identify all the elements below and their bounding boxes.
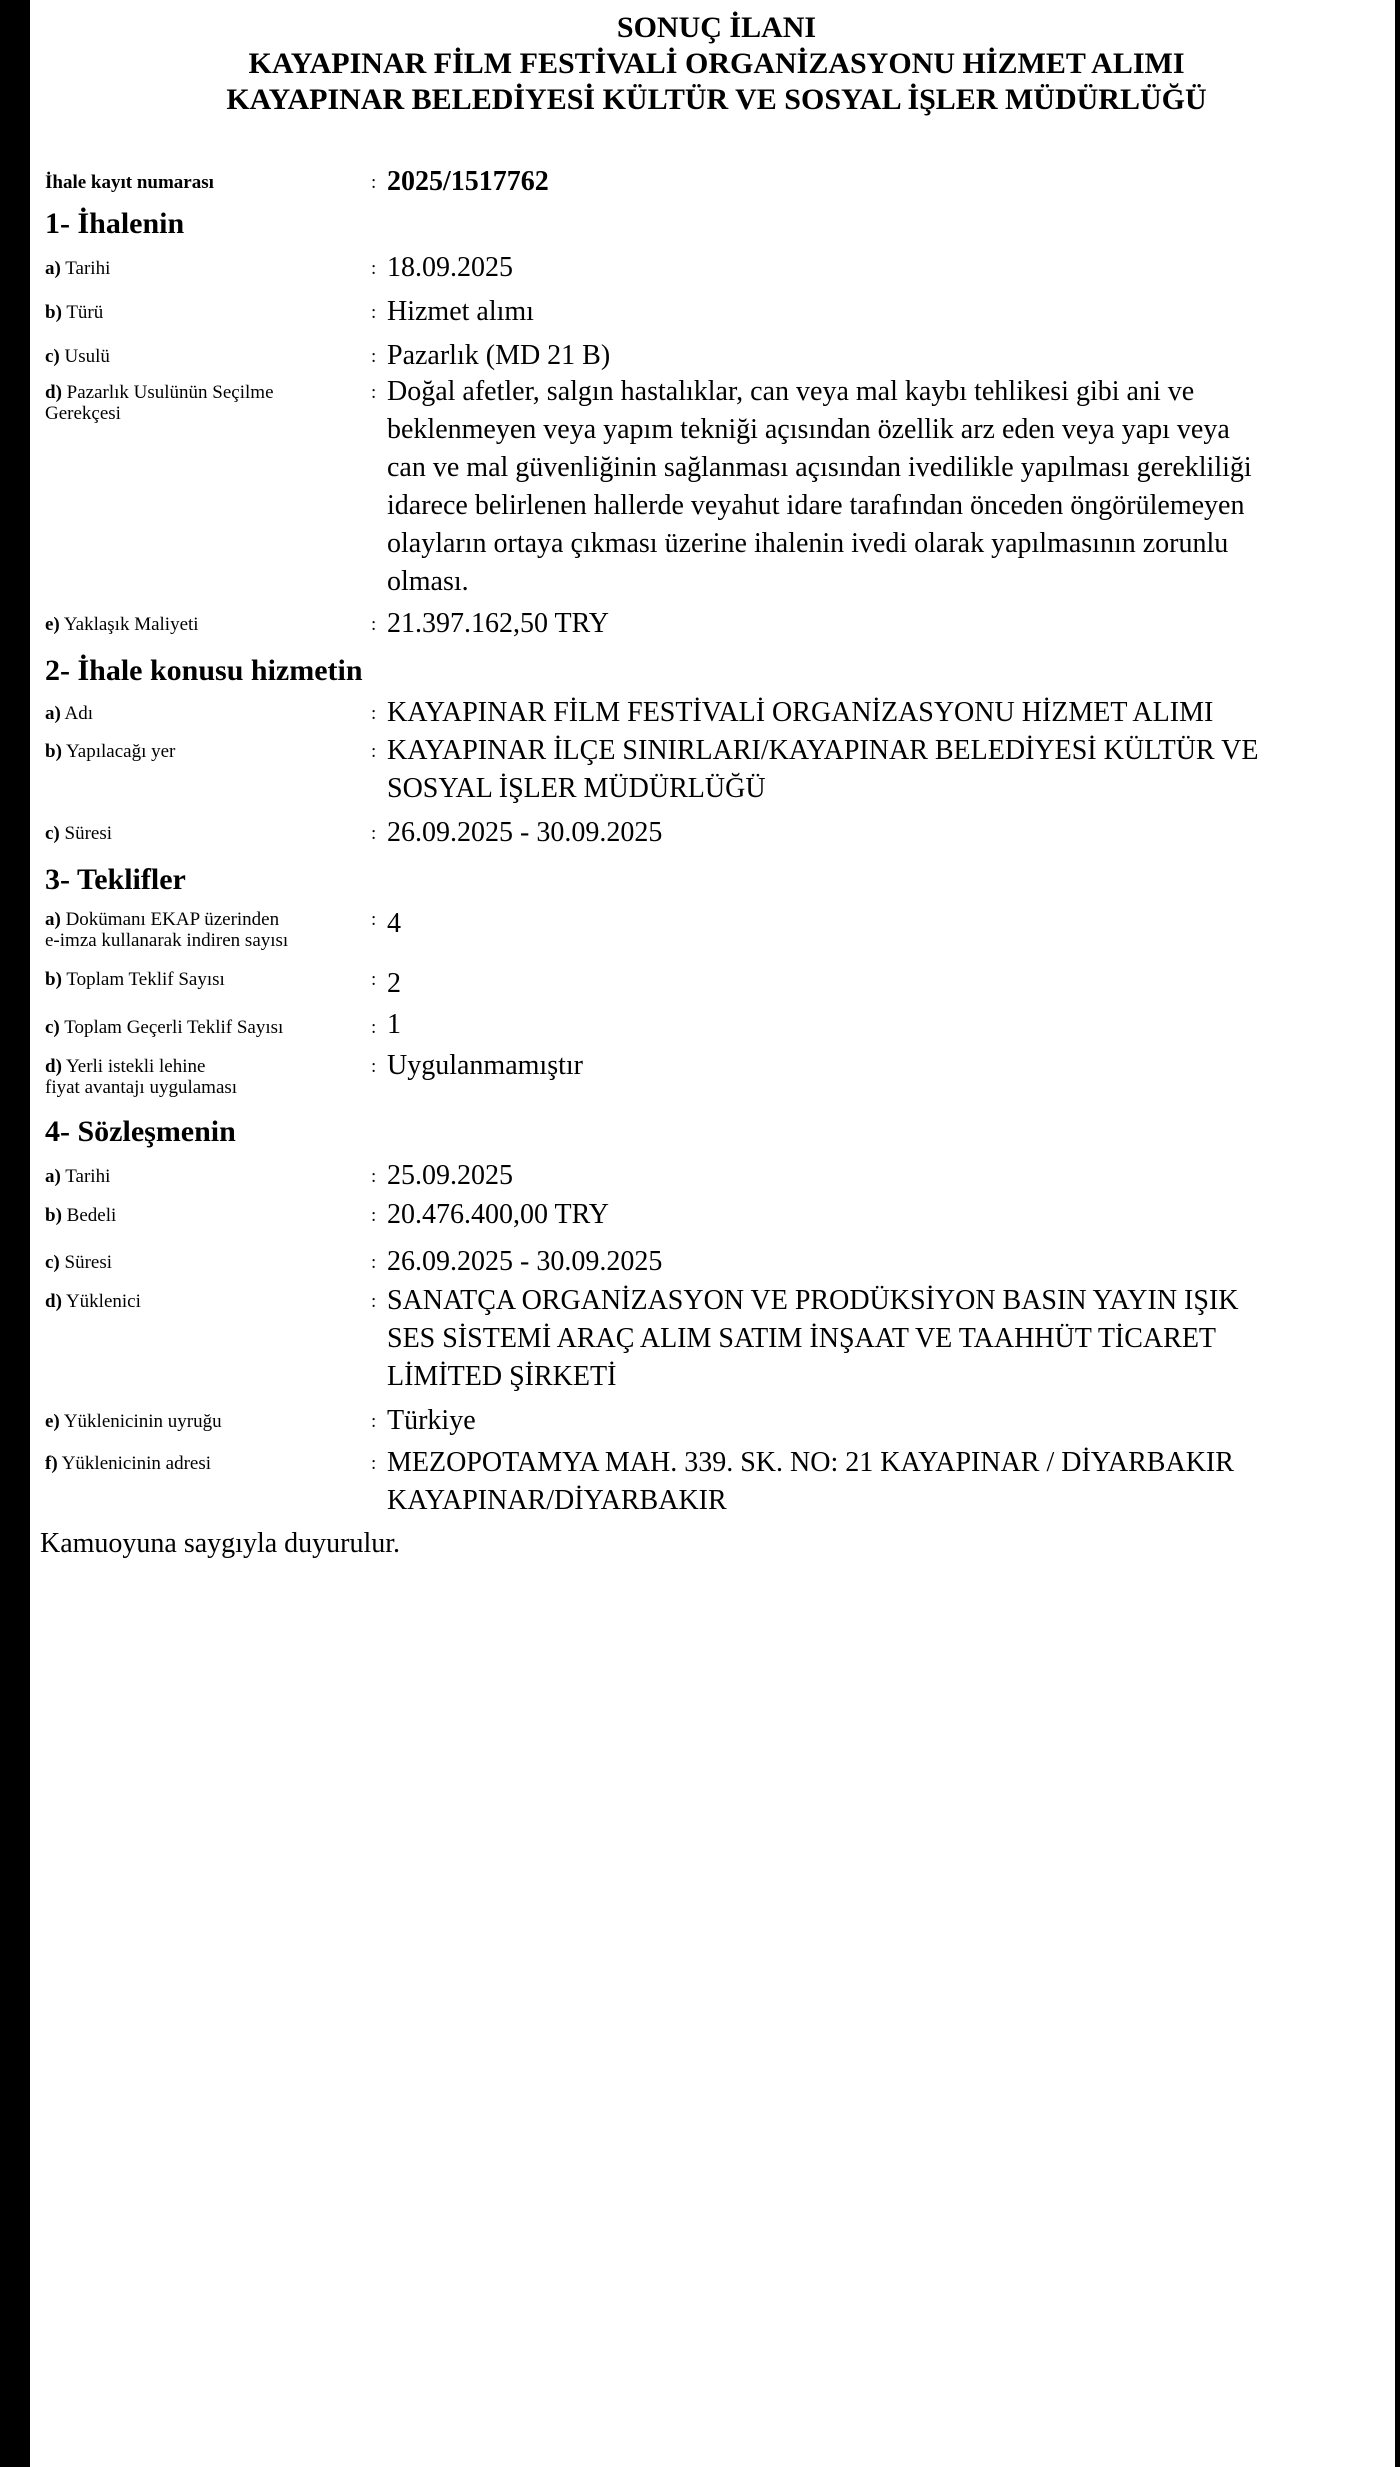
service-duration-value: 26.09.2025 - 30.09.2025 xyxy=(387,817,663,848)
contract-duration-value: 26.09.2025 - 30.09.2025 xyxy=(387,1246,663,1277)
item-prefix: e) xyxy=(45,1411,60,1432)
section-title-offers: 3- Teklifler xyxy=(45,863,186,896)
text-line: olması. xyxy=(387,566,469,597)
item-label: Usulü xyxy=(64,346,110,367)
item-label: Yüklenicinin uyruğu xyxy=(63,1411,222,1432)
service-location-value xyxy=(387,732,1387,808)
text-line: can ve mal güvenliğinin sağlanması açısından ivedilikle yapılması gerekliliği xyxy=(387,452,1252,483)
colon: : xyxy=(371,1411,377,1432)
text-line: SOSYAL İŞLER MÜDÜRLÜĞÜ xyxy=(387,773,766,804)
item-label: Türü xyxy=(66,302,104,323)
colon: : xyxy=(371,969,377,990)
colon: : xyxy=(371,1252,377,1273)
text-line: SES SİSTEMİ ARAÇ ALIM SATIM İNŞAAT VE TAAHHÜT TİCARET xyxy=(387,1323,1217,1354)
procedure-reason-value xyxy=(387,373,1387,601)
header-title: SONUÇ İLANI xyxy=(616,11,817,44)
estimated-cost-value: 21.397.162,50 TRY xyxy=(387,608,609,639)
colon: : xyxy=(371,382,377,403)
item-prefix: c) xyxy=(45,1252,60,1273)
item-label: Süresi xyxy=(64,1252,113,1273)
text-line: beklenmeyen veya yapım tekniği açısından özellik arz eden veya yapı veya xyxy=(387,414,1230,445)
downloads-value: 4 xyxy=(387,908,401,939)
colon: : xyxy=(371,302,377,323)
header-authority: KAYAPINAR BELEDİYESİ KÜLTÜR VE SOSYAL İŞLER MÜDÜRLÜĞÜ xyxy=(226,83,1207,116)
colon: : xyxy=(371,1166,377,1187)
contractor-value xyxy=(387,1282,1387,1396)
item-label: Yüklenicinin adresi xyxy=(61,1453,212,1474)
tender-date-value: 18.09.2025 xyxy=(387,252,513,283)
text-line: LİMİTED ŞİRKETİ xyxy=(387,1361,617,1392)
colon: : xyxy=(371,909,377,930)
closing-statement: Kamuoyuna saygıyla duyurulur. xyxy=(40,1528,401,1559)
text-line: KAYAPINAR/DİYARBAKIR xyxy=(387,1485,727,1516)
tender-procedure-value: Pazarlık (MD 21 B) xyxy=(387,340,611,371)
item-label: Yerli istekli lehine xyxy=(65,1056,206,1077)
item-label: Yaklaşık Maliyeti xyxy=(63,614,199,635)
item-label: Toplam Teklif Sayısı xyxy=(66,969,225,990)
colon: : xyxy=(371,1017,377,1038)
item-prefix: c) xyxy=(45,1017,60,1038)
text-line: Doğal afetler, salgın hastalıklar, can veya mal kaybı tehlikesi gibi ani ve xyxy=(387,376,1195,407)
contractor-nationality-value: Türkiye xyxy=(387,1405,476,1436)
colon: : xyxy=(371,741,377,762)
item-prefix: c) xyxy=(45,823,60,844)
item-prefix: f) xyxy=(45,1453,58,1474)
item-label: e-imza kullanarak indiren sayısı xyxy=(45,930,289,951)
colon: : xyxy=(371,614,377,635)
document-page xyxy=(30,0,1395,2467)
document-header xyxy=(30,10,1395,118)
item-prefix: e) xyxy=(45,614,60,635)
colon: : xyxy=(371,1291,377,1312)
item-label: fiyat avantajı uygulaması xyxy=(45,1077,238,1098)
section-title-service: 2- İhale konusu hizmetin xyxy=(45,654,363,687)
contract-amount-value: 20.476.400,00 TRY xyxy=(387,1199,609,1230)
item-label: Bedeli xyxy=(66,1205,117,1226)
tender-type-value: Hizmet alımı xyxy=(387,296,534,327)
registration-label: İhale kayıt numarası xyxy=(45,172,214,193)
item-prefix: b) xyxy=(45,1205,62,1226)
colon: : xyxy=(371,703,377,724)
colon: : xyxy=(371,258,377,279)
total-offers-value: 2 xyxy=(387,968,401,999)
colon: : xyxy=(371,172,377,193)
item-prefix: a) xyxy=(45,258,61,279)
contract-date-value: 25.09.2025 xyxy=(387,1160,513,1191)
text-line: MEZOPOTAMYA MAH. 339. SK. NO: 21 KAYAPINAR / DİYARBAKIR xyxy=(387,1447,1234,1478)
item-prefix: c) xyxy=(45,346,60,367)
section-title-tender: 1- İhalenin xyxy=(45,207,185,240)
header-subject: KAYAPINAR FİLM FESTİVALİ ORGANİZASYONU HİZMET ALIMI xyxy=(248,47,1185,80)
text-line: olayların ortaya çıkması üzerine ihalenin ivedi olarak yapılmasının zorunlu xyxy=(387,528,1229,559)
colon: : xyxy=(371,346,377,367)
item-prefix: d) xyxy=(45,1056,62,1077)
item-label: Tarihi xyxy=(65,258,111,279)
valid-offers-value: 1 xyxy=(387,1009,401,1040)
service-name-value: KAYAPINAR FİLM FESTİVALİ ORGANİZASYONU HİZMET ALIMI xyxy=(387,697,1214,728)
item-label: Süresi xyxy=(64,823,113,844)
contractor-address-value xyxy=(387,1444,1387,1520)
item-prefix: b) xyxy=(45,302,62,323)
domestic-advantage-value: Uygulanmamıştır xyxy=(387,1050,583,1081)
item-label: Adı xyxy=(64,703,94,724)
item-prefix: a) xyxy=(45,703,61,724)
colon: : xyxy=(371,1453,377,1474)
item-label: Yapılacağı yer xyxy=(65,741,176,762)
item-prefix: a) xyxy=(45,909,61,930)
item-prefix: d) xyxy=(45,1291,62,1312)
item-label: Pazarlık Usulünün Seçilme Gerekçesi xyxy=(45,382,274,424)
item-prefix: b) xyxy=(45,741,62,762)
registration-value: 2025/1517762 xyxy=(387,166,549,197)
colon: : xyxy=(371,1056,377,1077)
item-prefix: d) xyxy=(45,382,62,403)
colon: : xyxy=(371,823,377,844)
text-line: idarece belirlenen hallerde veyahut idare tarafından önceden öngörülemeyen xyxy=(387,490,1245,521)
item-prefix: b) xyxy=(45,969,62,990)
item-prefix: a) xyxy=(45,1166,61,1187)
colon: : xyxy=(371,1205,377,1226)
item-label: Toplam Geçerli Teklif Sayısı xyxy=(64,1017,284,1038)
text-line: KAYAPINAR İLÇE SINIRLARI/KAYAPINAR BELEDİYESİ KÜLTÜR VE xyxy=(387,735,1259,766)
item-label: Yüklenici xyxy=(65,1291,141,1312)
text-line: SANATÇA ORGANİZASYON VE PRODÜKSİYON BASIN YAYIN IŞIK xyxy=(387,1285,1239,1316)
item-label: Dokümanı EKAP üzerinden xyxy=(65,909,280,930)
item-label: Tarihi xyxy=(65,1166,111,1187)
section-title-contract: 4- Sözleşmenin xyxy=(45,1115,236,1148)
